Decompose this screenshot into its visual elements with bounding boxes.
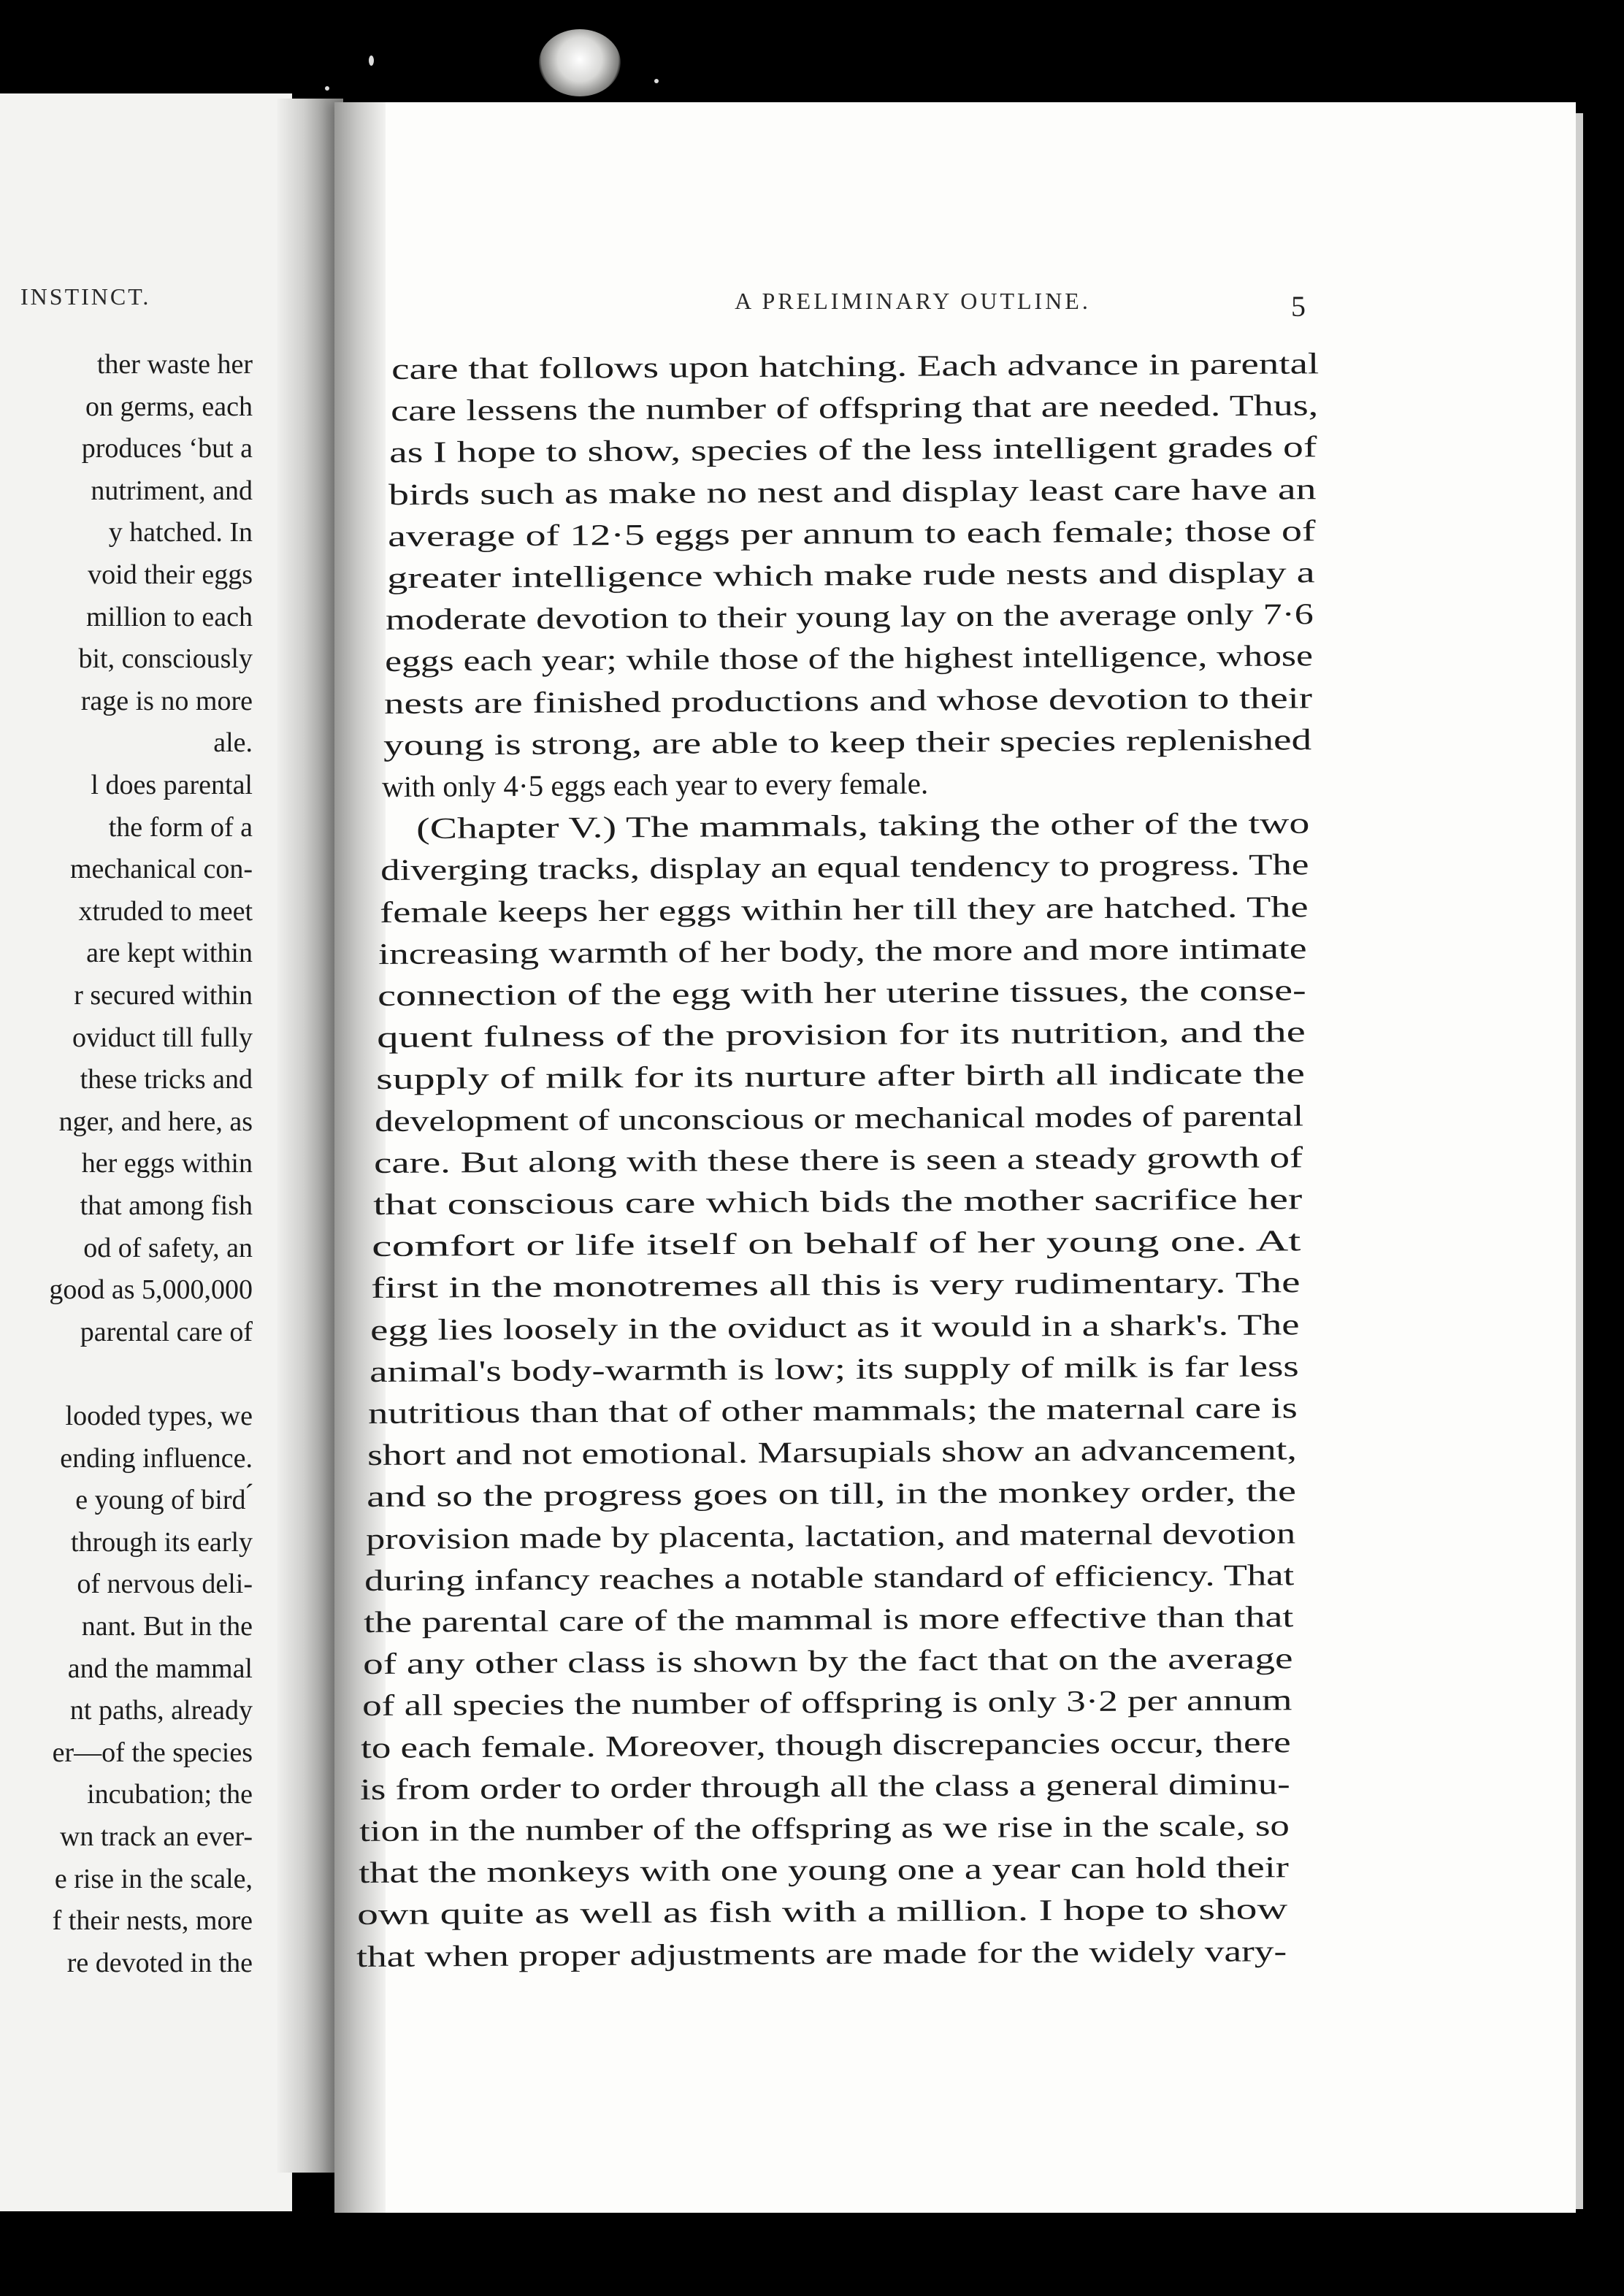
body-text-line: greater intelligence which make rude nests and display a <box>386 555 1315 594</box>
left-text-line <box>0 386 253 428</box>
left-text-line-content: that among fish <box>80 1190 253 1221</box>
left-text-line-content: wn track an ever- <box>59 1821 253 1852</box>
body-text-line: of any other class is shown by the fact that on the average <box>362 1641 1293 1681</box>
body-text-line: birds such as make no nest and display least care have an <box>388 471 1317 511</box>
body-text-line: eggs each year; while those of the highest intelligence, whose <box>385 638 1314 678</box>
left-text-line <box>0 1563 253 1605</box>
left-text-line <box>0 427 253 470</box>
body-text-line: development of unconscious or mechanical modes of parental <box>375 1098 1304 1138</box>
left-text-line-content: through its early <box>70 1526 253 1558</box>
left-text-line <box>0 1185 253 1227</box>
left-text-line-content: her eggs within <box>81 1148 253 1179</box>
left-text-line-content: od of safety, an <box>83 1232 253 1263</box>
body-text-line: that conscious care which bids the mother sacrifice her <box>372 1182 1303 1221</box>
left-text-line-content: f their nests, more <box>52 1905 253 1937</box>
left-text-line-content: produces ‘but a <box>81 433 253 464</box>
left-text-line <box>0 1268 253 1311</box>
body-text-line: connection of the egg with her uterine tissues, the conse- <box>378 973 1306 1012</box>
left-text-line-content: bit, consciously <box>78 643 253 675</box>
left-text-line-content: re devoted in the <box>66 1947 253 1978</box>
body-text-line: average of 12·5 eggs per annum to each female; those of <box>387 513 1316 553</box>
left-text-line <box>0 554 253 596</box>
body-text-line: is from order to order through all the class a general diminu- <box>360 1767 1290 1806</box>
left-text-line-content: nant. But in the <box>81 1611 253 1642</box>
left-text-line <box>0 1395 253 1437</box>
left-text-line <box>0 1899 253 1942</box>
page-number: 5 <box>1291 290 1306 323</box>
left-text-line <box>0 1437 253 1480</box>
body-text-line: care that follows upon hatching. Each advance in parental <box>391 346 1320 386</box>
binding-mark <box>539 29 621 96</box>
dust-speck <box>654 79 659 83</box>
left-text-line <box>0 1479 253 1521</box>
left-text-line <box>0 1815 253 1858</box>
body-text-line: first in the monotremes all this is very rudimentary. The <box>371 1265 1301 1305</box>
body-text-line: tion in the number of the offspring as we rise in the scale, so <box>359 1808 1290 1848</box>
left-text-line-content: nger, and here, as <box>58 1106 253 1137</box>
body-text-line: provision made by placenta, lactation, and maternal devotion <box>365 1515 1295 1555</box>
body-text-line: and so the progress goes on till, in the monkey order, the <box>366 1474 1297 1514</box>
body-text-line: that the monkeys with one young one a year can hold their <box>358 1850 1289 1890</box>
body-text-line: young is strong, are able to keep their species replenished <box>383 722 1311 762</box>
left-text-line <box>0 1731 253 1774</box>
left-text-line <box>0 1142 253 1185</box>
left-text-line <box>0 1352 253 1395</box>
body-text-line: quent fulness of the provision for its nutrition, and the <box>376 1014 1306 1055</box>
body-text-line: female keeps her eggs within her till they are hatched. The <box>379 889 1309 929</box>
left-text-line <box>0 1101 253 1143</box>
left-text-line <box>0 1227 253 1269</box>
body-text-line: moderate devotion to their young lay on the average only 7·6 <box>386 597 1314 637</box>
left-text-line <box>0 890 253 933</box>
left-text-line-content: million to each <box>86 601 253 632</box>
left-text-line <box>0 1773 253 1815</box>
left-text-line <box>0 1521 253 1564</box>
left-text-line-content: er—of the species <box>52 1737 253 1768</box>
left-text-line <box>0 680 253 722</box>
left-text-line-content: oviduct till fully <box>72 1022 253 1053</box>
left-text-line-content: ending influence. <box>60 1442 253 1474</box>
left-text-line-content: ther waste her <box>96 349 253 380</box>
left-text-line <box>0 1942 253 1984</box>
left-text-line-content: good as 5,000,000 <box>49 1274 253 1306</box>
left-page-gutter-shadow <box>277 99 343 2173</box>
left-text-line-content: void their eggs <box>88 559 253 590</box>
body-text-line: animal's body-warmth is low; its supply of milk is far less <box>369 1349 1299 1388</box>
body-text-line: own quite as well as fish with a million. I hope to show <box>357 1891 1288 1932</box>
body-text-line: comfort or life itself on behalf of her young one. At <box>372 1223 1301 1263</box>
left-text-line-content: e rise in the scale, <box>54 1863 253 1894</box>
left-text-line-content: of nervous deli- <box>77 1569 253 1600</box>
left-text-line <box>0 722 253 764</box>
body-text-line: nutritious than that of other mammals; the maternal care is <box>368 1390 1298 1430</box>
left-text-line <box>0 1605 253 1648</box>
left-text-line <box>0 974 253 1017</box>
left-text-line-content: on germs, each <box>85 391 253 422</box>
left-text-line <box>0 343 253 386</box>
left-text-line <box>0 848 253 890</box>
body-text-line: with only 4·5 eggs each year to every female. <box>382 766 929 803</box>
body-text-line: increasing warmth of her body, the more and more intimate <box>378 931 1308 971</box>
body-text-line: egg lies loosely in the oviduct as it would in a shark's. The <box>369 1306 1300 1347</box>
left-text-line-content: mechanical con- <box>69 854 253 885</box>
body-text-line: during infancy reaches a notable standard of efficiency. That <box>364 1558 1295 1597</box>
left-text-line <box>0 806 253 849</box>
left-text-line <box>0 1058 253 1101</box>
left-text-line-content: incubation; the <box>87 1779 253 1810</box>
left-running-head: INSTINCT. <box>20 283 151 310</box>
left-text-line <box>0 1017 253 1059</box>
left-text-line-content: l does parental <box>91 770 253 800</box>
body-text-line: the parental care of the mammal is more effective than that <box>364 1599 1294 1639</box>
left-text-line-content: looded types, we <box>65 1401 253 1431</box>
body-text-line: care lessens the number of offspring that are needed. Thus, <box>390 388 1319 428</box>
body-text-line: nests are finished productions and whose devotion to their <box>383 680 1312 720</box>
body-text-line: care. But along with these there is seen a steady growth of <box>374 1140 1303 1179</box>
body-text-line: of all species the number of offspring is only 3·2 per annum <box>361 1683 1292 1723</box>
left-text-line <box>0 932 253 974</box>
left-text-line-content: e young of bird ́ <box>75 1485 253 1516</box>
left-text-line-content: and the mammal <box>67 1653 253 1684</box>
left-text-line-content: the form of a <box>108 811 253 843</box>
left-text-line-content: rage is no more <box>80 685 253 716</box>
body-text-line: short and not emotional. Marsupials show an advancement, <box>367 1432 1298 1472</box>
right-running-head: A PRELIMINARY OUTLINE. <box>735 288 1091 314</box>
left-text-line <box>0 470 253 512</box>
body-text-line: that when proper adjustments are made for the widely vary- <box>356 1933 1287 1973</box>
left-text-line <box>0 764 253 806</box>
body-text-line: supply of milk for its nurture after birth all indicate the <box>375 1056 1305 1096</box>
left-text-line <box>0 596 253 638</box>
left-text-line <box>0 1648 253 1690</box>
left-text-line <box>0 1858 253 1900</box>
left-text-line <box>0 1689 253 1731</box>
page-edge <box>1576 113 1583 2209</box>
left-text-line <box>0 1311 253 1353</box>
left-text-line-content: r secured within <box>74 980 253 1011</box>
left-text-line-content: xtruded to meet <box>78 895 253 927</box>
left-text-line-content: nt paths, already <box>69 1695 253 1726</box>
left-text-line-content: nutriment, and <box>91 475 253 506</box>
dust-speck <box>325 86 329 91</box>
left-text-line-content: these tricks and <box>80 1064 253 1095</box>
left-text-line-content: ale. <box>213 727 253 759</box>
body-text-line: as I hope to show, species of the less intelligent grades of <box>389 429 1317 470</box>
body-text-line: to each female. Moreover, though discrepancies occur, there <box>361 1724 1292 1764</box>
left-text-line-content: are kept within <box>86 938 253 969</box>
body-text-line: diverging tracks, display an equal tendency to progress. The <box>380 847 1309 887</box>
body-text-line: (Chapter V.) The mammals, taking the other of the two <box>416 805 1310 846</box>
left-text-line <box>0 638 253 680</box>
left-text-line-content: parental care of <box>80 1316 253 1347</box>
left-text-line-content: y hatched. In <box>108 517 253 548</box>
dust-speck <box>369 56 374 66</box>
left-text-line <box>0 511 253 554</box>
